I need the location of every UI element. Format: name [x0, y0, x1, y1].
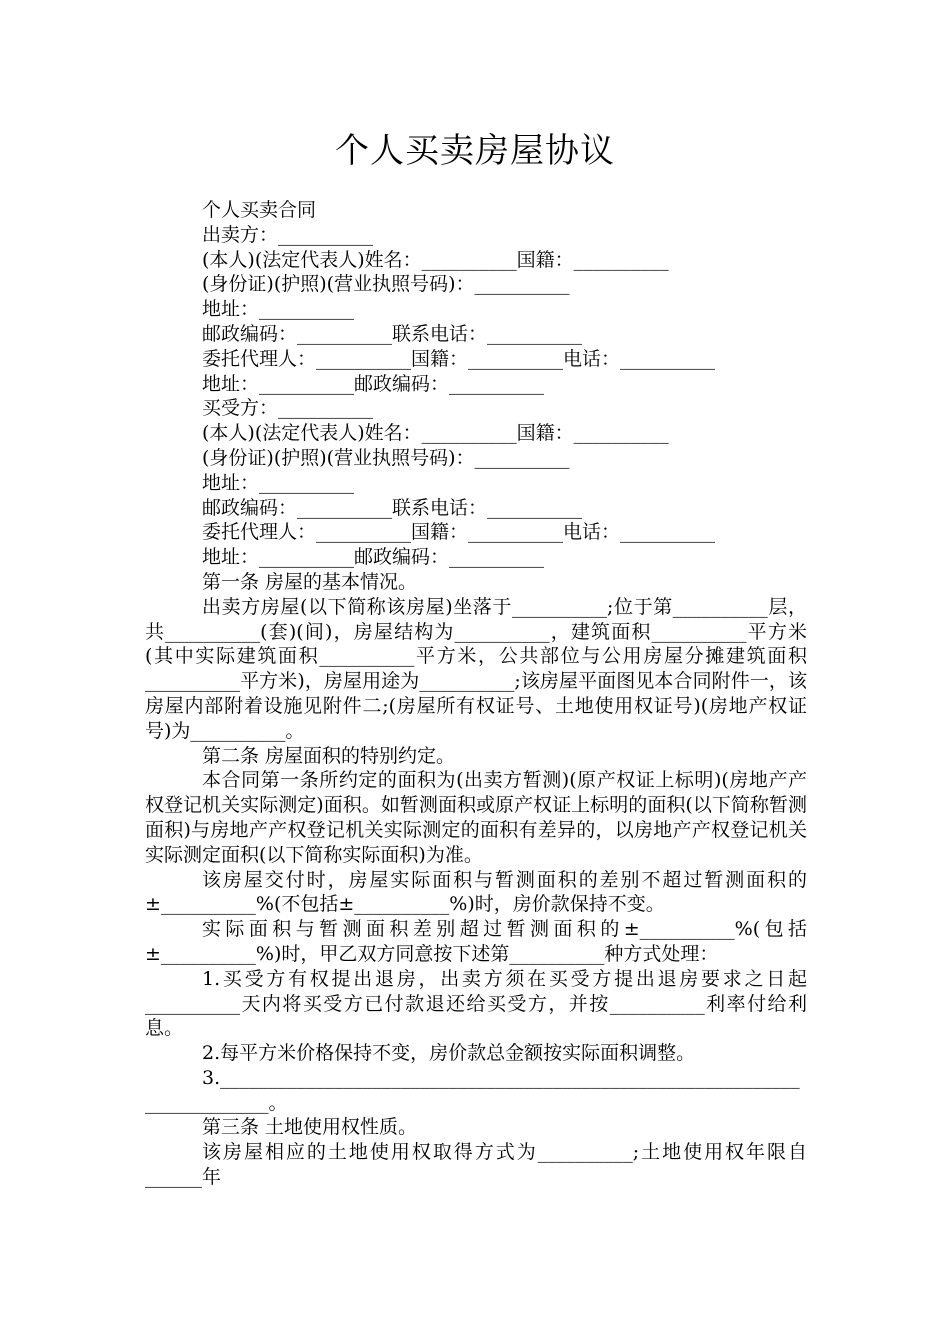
- buyer-name-line: (本人)(法定代表人)姓名：__________国籍：__________: [202, 422, 669, 445]
- seller-agent-line: 委托代理人：__________国籍：__________电话：__________: [202, 347, 716, 370]
- seller-line: 出卖方：__________: [202, 223, 374, 246]
- buyer-line: 买受方：__________: [202, 397, 374, 420]
- seller-agent-address-line: 地址：__________邮政编码：__________: [202, 372, 545, 395]
- article-3-heading: 第三条 土地使用权性质。: [202, 1116, 418, 1139]
- seller-name-line: (本人)(法定代表人)姓名：__________国籍：__________: [202, 248, 669, 271]
- contract-heading: 个人买卖合同: [202, 199, 317, 221]
- option-1-paragraph: 1.买受方有权提出退房，出卖方须在买受方提出退房要求之日起__________天内将买受方已付款退还给买受方，并按__________利率付给利息。: [145, 967, 807, 1040]
- buyer-postcode-line: 邮政编码：__________联系电话：__________: [202, 496, 583, 519]
- buyer-id-line: (身份证)(护照)(营业执照号码)：__________: [202, 446, 570, 469]
- article-3-paragraph: 该房屋相应的土地使用权取得方式为__________;土地使用权年限自______年: [145, 1141, 807, 1189]
- option-3-paragraph: 3.__________________________________________________________________________。: [145, 1066, 800, 1114]
- article-2-paragraph-3: 实际面积与暂测面积差别超过暂测面积的±__________%(包括±__________%)时，甲乙双方同意按下述第__________种方式处理：: [145, 918, 807, 965]
- document-title: 个人买卖房屋协议: [335, 131, 615, 171]
- buyer-agent-address-line: 地址：__________邮政编码：__________: [202, 546, 545, 569]
- article-1-paragraph: 出卖方房屋(以下简称该房屋)坐落于__________;位于第__________层，共__________(套)(间)，房屋结构为__________，建筑面积__________平方米(其中实际建筑面积__________平方米，公共部位与公用房屋分摊建筑面积__________平方米)，房屋用途为__________;该房屋平面图见本合同附件一，该房屋内部附着设施见附件二;(房屋所有权证号、土地使用权证号)(房地产权证号)为__________。: [145, 595, 807, 742]
- article-2-heading: 第二条 房屋面积的特别约定。: [202, 744, 456, 767]
- seller-address-line: 地址：__________: [202, 298, 355, 321]
- buyer-address-line: 地址：__________: [202, 471, 355, 494]
- article-2-paragraph-1: 本合同第一条所约定的面积为(出卖方暂测)(原产权证上标明)(房地产产权登记机关实际测定)面积。如暂测面积或原产权证上标明的面积(以下简称暂测面积)与房地产产权登记机关实际测定的面积有差异的，以房地产产权登记机关实际测定面积(以下简称实际面积)为准。: [145, 769, 807, 866]
- option-2-paragraph: 2.每平方米价格保持不变，房价款总金额按实际面积调整。: [202, 1042, 696, 1065]
- seller-id-line: (身份证)(护照)(营业执照号码)：__________: [202, 273, 570, 296]
- article-2-paragraph-2: 该房屋交付时，房屋实际面积与暂测面积的差别不超过暂测面积的±__________%(不包括±__________%)时，房价款保持不变。: [145, 868, 807, 916]
- article-1-heading: 第一条 房屋的基本情况。: [202, 570, 418, 593]
- seller-postcode-line: 邮政编码：__________联系电话：__________: [202, 322, 583, 345]
- document-body: [145, 198, 807, 1190]
- buyer-agent-line: 委托代理人：__________国籍：__________电话：__________: [202, 521, 716, 544]
